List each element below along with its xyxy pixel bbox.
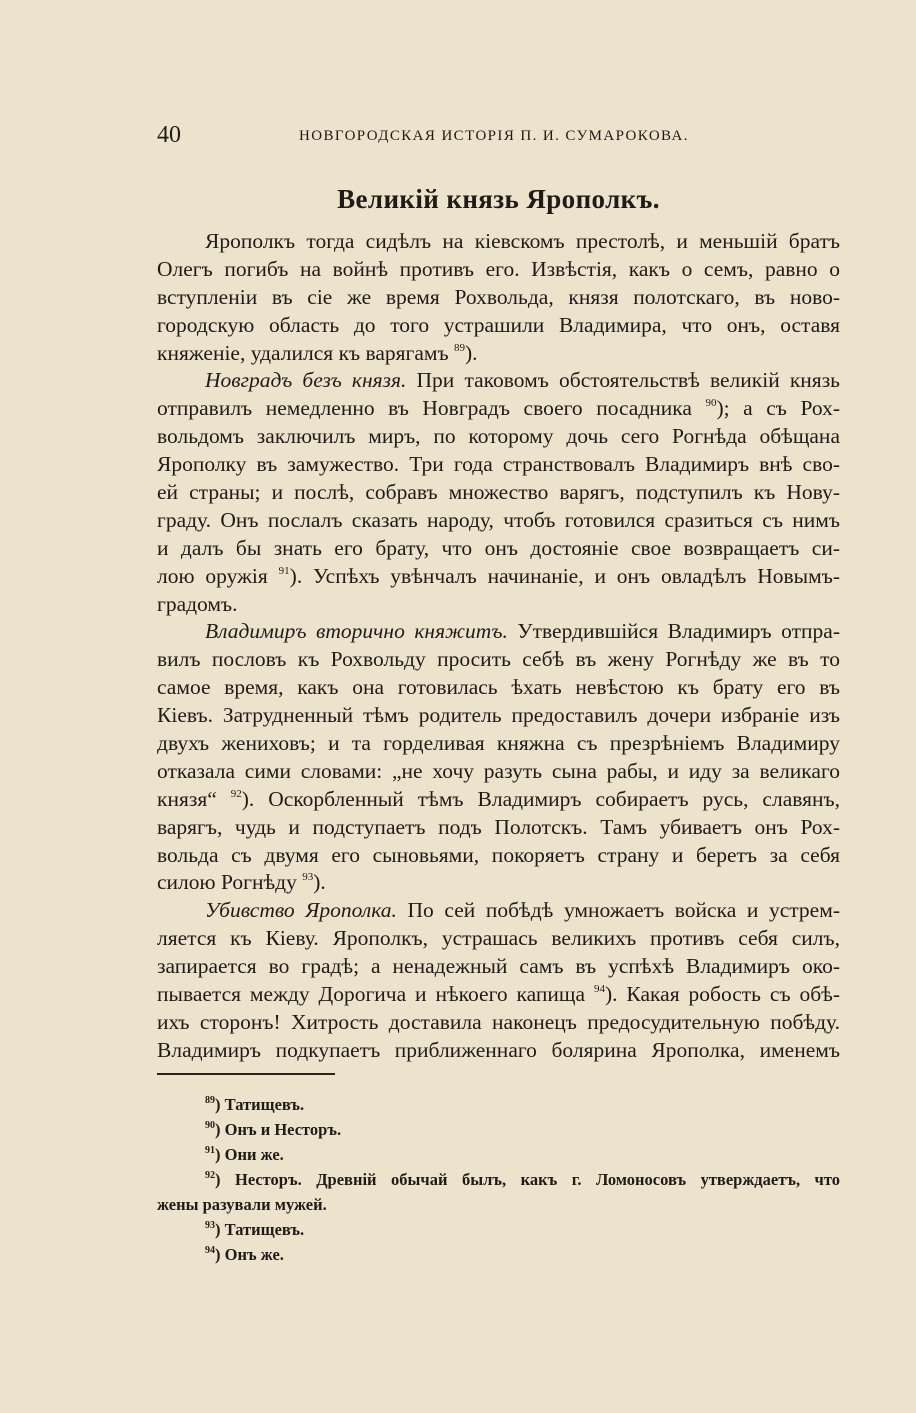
footnote-number: 90 — [205, 1120, 215, 1131]
text-line: Владимиръ подкупаетъ приближеннаго болярина Ярополка, именемъ — [157, 1037, 840, 1062]
text-line: Убивство Ярополка. По сей побѣдѣ умножаетъ войска и устрем- — [205, 898, 840, 923]
text-line: князя“ $^{92}$). Оскорбленный тѣмъ Владимиръ собираетъ русь, славянъ, — [157, 786, 840, 811]
text-line: лою оружія $^{91}$). Успѣхъ увѣнчалъ начинаніе, и онъ овладѣлъ Новымъ- — [157, 563, 840, 588]
footnote-divider — [157, 1073, 335, 1075]
text-line: городскую область до того устрашили Владимира, что онъ, оставя — [157, 312, 840, 337]
footnote: $^{90}$) Онъ и Несторъ. — [205, 1120, 342, 1139]
footnote-number: 92 — [205, 1170, 215, 1181]
text-line: Ярополку въ замужество. Три года странствовалъ Владимиръ внѣ сво- — [157, 452, 840, 477]
text-line: и далъ бы знать его брату, что онъ достояніе свое возвращаетъ си- — [157, 535, 840, 560]
page-header — [157, 122, 840, 150]
text-line: варягъ, чудь и подступаетъ подъ Полотскъ. Тамъ убиваетъ онъ Рох- — [157, 814, 840, 839]
text-line: градомъ. — [157, 591, 238, 616]
text-line: Владимиръ вторично княжитъ. Утвердившійся Владимиръ отпра- — [205, 619, 840, 644]
text-line: запирается во градѣ; а ненадежный самъ въ успѣхѣ Владимиръ око- — [157, 954, 840, 979]
text-line: Ярополкъ тогда сидѣлъ на кіевскомъ престолѣ, и меньшій братъ — [205, 229, 840, 253]
text-line: княженіе, удалился къ варягамъ $^{89}$). — [157, 340, 478, 365]
text-line: ей страны; и послѣ, собравъ множество варягъ, подступилъ къ Нову- — [157, 480, 840, 505]
footnote-ref: 89 — [454, 341, 466, 354]
text-line: отправилъ немедленно въ Новградъ своего посадника $^{90}$); а съ Рох- — [157, 396, 840, 421]
footnote: $^{94}$) Онъ же. — [205, 1245, 284, 1264]
text-line: вольдомъ заключилъ миръ, по которому дочь сего Рогнѣда обѣщана — [157, 424, 840, 449]
text-line: вольда съ двумя его сыновьями, покоряетъ страну и беретъ за себя — [157, 842, 840, 867]
text-line: Новградъ безъ князя. При таковомъ обстоятельствѣ великій князь — [205, 368, 840, 393]
text-line: вступленіи въ сіе же время Рохвольда, князя полотскаго, въ ново- — [157, 284, 840, 309]
body-text — [157, 228, 840, 1065]
footnotes — [157, 1092, 840, 1267]
footnote-continuation: жены разували мужей. — [157, 1195, 327, 1214]
footnote-number: 91 — [205, 1145, 215, 1156]
footnote-ref: 90 — [705, 397, 717, 410]
footnote-number: 94 — [205, 1245, 215, 1256]
side-heading: Новградъ безъ князя. — [205, 368, 407, 393]
text-line: Олегъ погибъ на войнѣ противъ его. Извѣстія, какъ о семъ, равно о — [157, 256, 840, 281]
footnote-ref: 93 — [302, 871, 314, 884]
text-line: силою Рогнѣду $^{93}$). — [157, 870, 326, 895]
running-title: НОВГОРОДСКАЯ ИСТОРІЯ П. И. СУМАРОКОВА. — [299, 128, 689, 144]
footnote-number: 93 — [205, 1220, 215, 1231]
text-line: ляется къ Кіеву. Ярополкъ, устрашась великихъ противъ себя силъ, — [157, 926, 840, 951]
text-line: двухъ жениховъ; и та горделивая княжна съ презрѣніемъ Владимиру — [157, 731, 840, 756]
side-heading: Владимиръ вторично княжитъ. — [205, 619, 508, 644]
side-heading: Убивство Ярополка. — [205, 898, 397, 923]
text-line: граду. Онъ послалъ сказать народу, чтобъ готовился сразиться съ нимъ — [157, 507, 840, 532]
footnote-ref: 92 — [230, 787, 242, 800]
footnote: $^{92}$) Несторъ. Древній обычай былъ, какъ г. Ломоносовъ утверждаетъ, что — [205, 1170, 840, 1189]
footnote: $^{91}$) Они же. — [205, 1145, 284, 1164]
page-number: 40 — [157, 122, 181, 148]
text-line: отказала сими словами: „не хочу разуть сына рабы, и иду за великаго — [157, 758, 840, 783]
text-line: вилъ пословъ къ Рохвольду просить себѣ въ жену Рогнѣду же въ то — [157, 647, 840, 672]
text-line: самое время, какъ она готовилась ѣхать невѣстою къ брату его въ — [157, 675, 840, 700]
section-title: Великій князь Ярополкъ. — [337, 184, 660, 214]
text-line: пывается между Дорогича и нѣкоего капища $^{94}$). Какая робость съ обѣ- — [157, 982, 840, 1007]
footnote-ref: 91 — [278, 564, 290, 577]
text-line: Кіевъ. Затрудненный тѣмъ родитель предоставилъ дочери избраніе изъ — [157, 703, 840, 728]
footnote: $^{93}$) Татищевъ. — [205, 1220, 305, 1239]
text-line: ихъ сторонъ! Хитрость доставила наконецъ предосудительную побѣду. — [157, 1009, 840, 1034]
footnote-number: 89 — [205, 1095, 215, 1106]
footnote: $^{89}$) Татищевъ. — [205, 1095, 305, 1114]
footnote-ref: 94 — [593, 983, 605, 996]
